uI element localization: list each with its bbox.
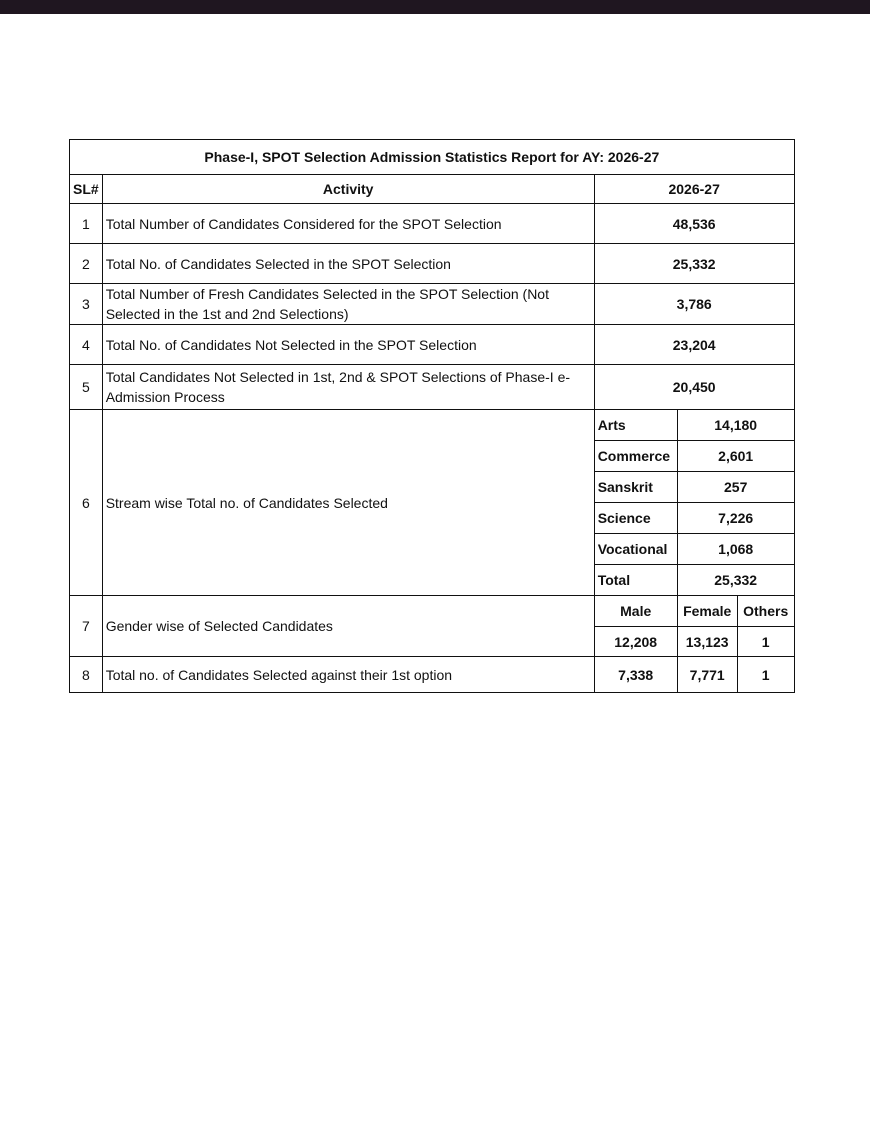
stream-value: 14,180 bbox=[677, 410, 794, 441]
row-value: 20,450 bbox=[594, 365, 794, 410]
table-row bbox=[70, 325, 795, 365]
table-row bbox=[70, 365, 795, 410]
first-option-male: 7,338 bbox=[594, 657, 677, 693]
top-bar bbox=[0, 0, 870, 14]
gender-value-others: 1 bbox=[737, 627, 794, 657]
row-activity: Total No. of Candidates Not Selected in the SPOT Selection bbox=[102, 325, 594, 365]
row-activity: Stream wise Total no. of Candidates Selected bbox=[102, 410, 594, 596]
row-activity: Gender wise of Selected Candidates bbox=[102, 596, 594, 657]
row-activity: Total No. of Candidates Selected in the SPOT Selection bbox=[102, 244, 594, 284]
row-value: 3,786 bbox=[594, 284, 794, 325]
stream-value: 2,601 bbox=[677, 441, 794, 472]
header-year: 2026-27 bbox=[594, 175, 794, 204]
stream-name: Arts bbox=[594, 410, 677, 441]
table-row bbox=[70, 284, 795, 325]
table-row bbox=[70, 204, 795, 244]
stream-row bbox=[70, 410, 795, 441]
row-sl: 4 bbox=[70, 325, 103, 365]
header-sl: SL# bbox=[70, 175, 103, 204]
row-sl: 6 bbox=[70, 410, 103, 596]
gender-header-others: Others bbox=[737, 596, 794, 627]
report-title: Phase-I, SPOT Selection Admission Statistics Report for AY: 2026-27 bbox=[70, 140, 795, 175]
stream-name: Science bbox=[594, 503, 677, 534]
row-sl: 1 bbox=[70, 204, 103, 244]
stream-value: 257 bbox=[677, 472, 794, 503]
row-value: 25,332 bbox=[594, 244, 794, 284]
stream-value: 25,332 bbox=[677, 565, 794, 596]
stream-name: Commerce bbox=[594, 441, 677, 472]
row-activity: Total Number of Candidates Considered for the SPOT Selection bbox=[102, 204, 594, 244]
gender-value-male: 12,208 bbox=[594, 627, 677, 657]
stream-name: Vocational bbox=[594, 534, 677, 565]
table-row bbox=[70, 244, 795, 284]
stream-value: 1,068 bbox=[677, 534, 794, 565]
row-activity: Total no. of Candidates Selected against their 1st option bbox=[102, 657, 594, 693]
stream-name: Sanskrit bbox=[594, 472, 677, 503]
row-sl: 7 bbox=[70, 596, 103, 657]
row-activity: Total Number of Fresh Candidates Selected in the SPOT Selection (Not Selected in the 1st and 2nd Selections) bbox=[102, 284, 594, 325]
header-activity: Activity bbox=[102, 175, 594, 204]
row-sl: 5 bbox=[70, 365, 103, 410]
stream-name: Total bbox=[594, 565, 677, 596]
stream-value: 7,226 bbox=[677, 503, 794, 534]
row-sl: 2 bbox=[70, 244, 103, 284]
row-sl: 8 bbox=[70, 657, 103, 693]
gender-header-male: Male bbox=[594, 596, 677, 627]
row-value: 48,536 bbox=[594, 204, 794, 244]
first-option-female: 7,771 bbox=[677, 657, 737, 693]
row-activity: Total Candidates Not Selected in 1st, 2nd & SPOT Selections of Phase-I e-Admission Process bbox=[102, 365, 594, 410]
row-value: 23,204 bbox=[594, 325, 794, 365]
row-sl: 3 bbox=[70, 284, 103, 325]
first-option-row bbox=[70, 657, 795, 693]
statistics-report-table bbox=[69, 139, 795, 693]
first-option-others: 1 bbox=[737, 657, 794, 693]
gender-row bbox=[70, 596, 795, 627]
gender-header-female: Female bbox=[677, 596, 737, 627]
gender-value-female: 13,123 bbox=[677, 627, 737, 657]
